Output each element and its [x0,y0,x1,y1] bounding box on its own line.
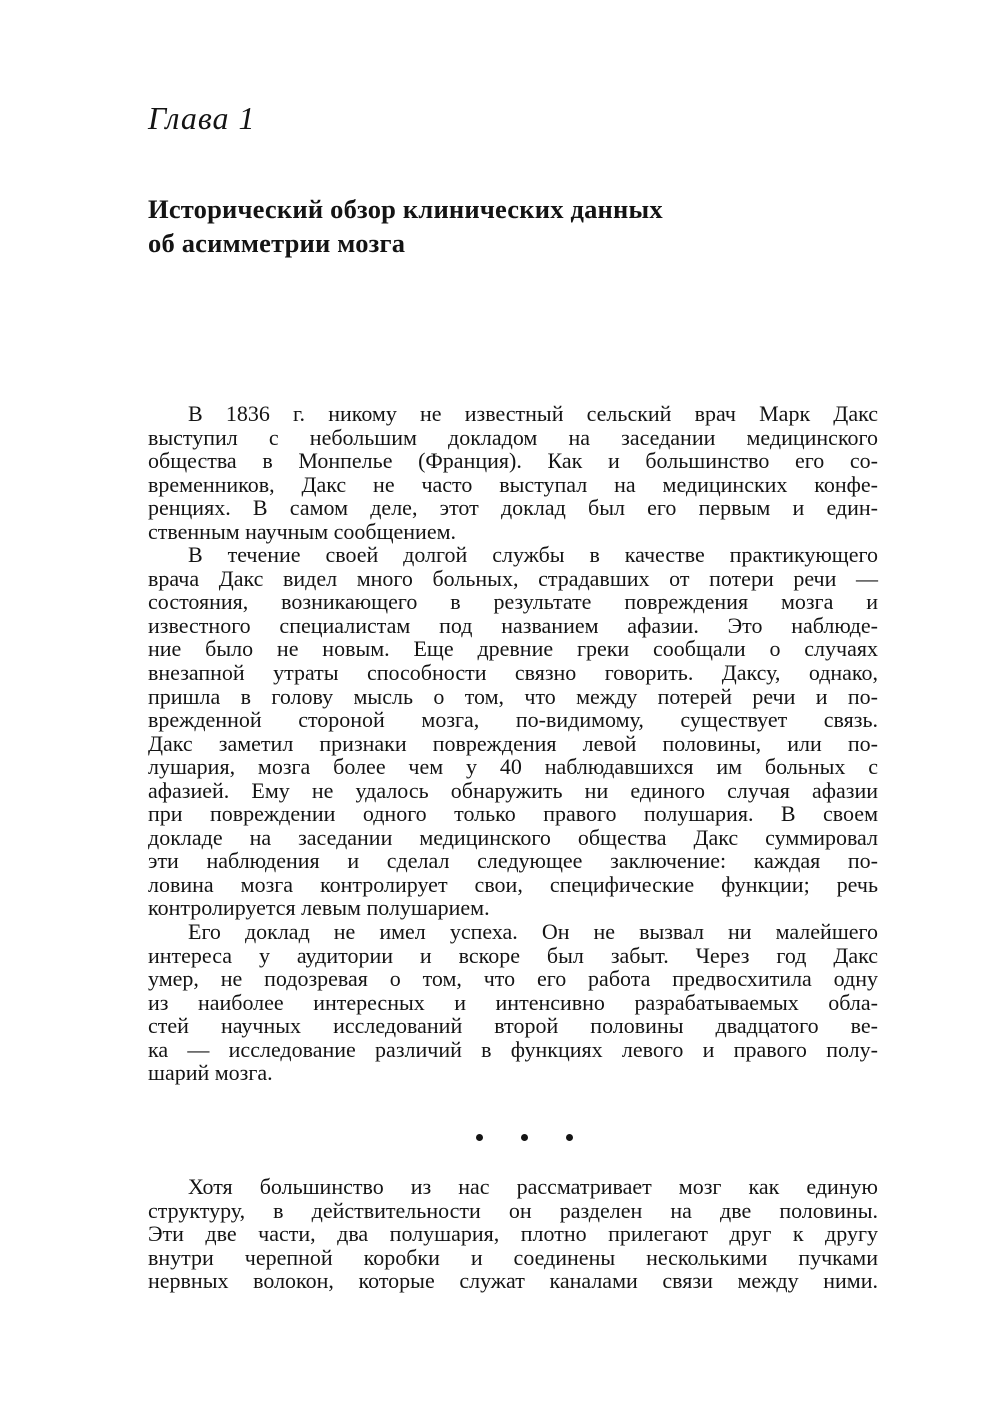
text-line: ренциях. В самом деле, этот доклад был его первым и един- [148,495,878,521]
text-line: эти наблюдения и сделал следующее заключение: каждая по- [148,848,878,874]
chapter-label: Глава 1 [148,100,256,136]
separator-dot [476,1134,483,1141]
text-line: врежденной стороной мозга, по-видимому, существует связь. [148,707,878,733]
section-separator [470,1128,580,1148]
text-line: известного специалистам под названием афазии. Это наблюде- [148,612,878,638]
text-line: афазией. Ему не удалось обнаружить ни единого случая афазии [148,777,878,803]
text-line: ловина мозга контролирует свои, специфические функции; речь [148,871,878,897]
text-line: врача Дакс видел много больных, страдавших от потери речи — [148,565,878,591]
text-line: внутри черепной коробки и соединены несколькими пучками [148,1244,878,1270]
text-line: внезапной утраты способности связно говорить. Даксу, однако, [148,660,878,686]
text-line: общества в Монпелье (Франция). Как и большинство его со- [148,448,878,474]
text-line: нервных волокон, которые служат каналами связи между ними. [148,1268,878,1294]
text-line: Дакс заметил признаки повреждения левой половины, или по- [148,730,878,756]
text-line: Эти две части, два полушария, плотно прилегают друг к другу [148,1221,878,1247]
text-line: шарий мозга. [148,1060,273,1086]
section-2-body [148,1175,878,1293]
text-line: умер, не подозревая о том, что его работа предвосхитила одну [148,966,878,992]
paragraph [148,920,878,1085]
paragraph [148,543,878,920]
separator-dot [521,1134,528,1141]
text-line: стей научных исследований второй половины двадцатого ве- [148,1013,878,1039]
chapter-title [148,192,663,260]
text-line: ние было не новым. Еще древние греки сообщали о случаях [148,636,878,662]
text-line: Его доклад не имел успеха. Он не вызвал ни малейшего [188,919,878,945]
separator-dot [566,1134,573,1141]
text-line: докладе на заседании медицинского общества Дакс суммировал [148,824,878,850]
text-line: структуру, в действительности он разделен на две половины. [148,1197,878,1223]
paragraph [148,1175,878,1293]
text-line: состояния, возникающего в результате повреждения мозга и [148,589,878,615]
text-line: В 1836 г. никому не известный сельский врач Марк Дакс [188,401,878,426]
text-line: ственным научным сообщением. [148,518,457,544]
chapter-title-line: об асимметрии мозга [148,228,406,258]
section-1-body [148,402,878,1085]
text-line: пришла в голову мысль о том, что между потерей речи и по- [148,683,878,709]
text-line: В течение своей долгой службы в качестве практикующего [188,542,878,568]
text-line: из наиболее интересных и интенсивно разрабатываемых обла- [148,989,878,1015]
text-line: при повреждении одного только правого полушария. В своем [148,801,878,827]
text-line: лушария, мозга более чем у 40 наблюдавшихся им больных с [148,754,878,780]
text-line: Хотя большинство из нас рассматривает мозг как единую [188,1174,878,1199]
chapter-title-line: Исторический обзор клинических данных [148,194,663,224]
paragraph [148,402,878,543]
text-line: выступил с небольшим докладом на заседании медицинского [148,424,878,450]
text-line: контролируется левым полушарием. [148,895,490,921]
text-line: ка — исследование различий в функциях левого и правого полу- [148,1036,878,1062]
text-line: временников, Дакс не часто выступал на медицинских конфе- [148,471,878,497]
text-line: интереса у аудитории и вскоре был забыт. Через год Дакс [148,942,878,968]
